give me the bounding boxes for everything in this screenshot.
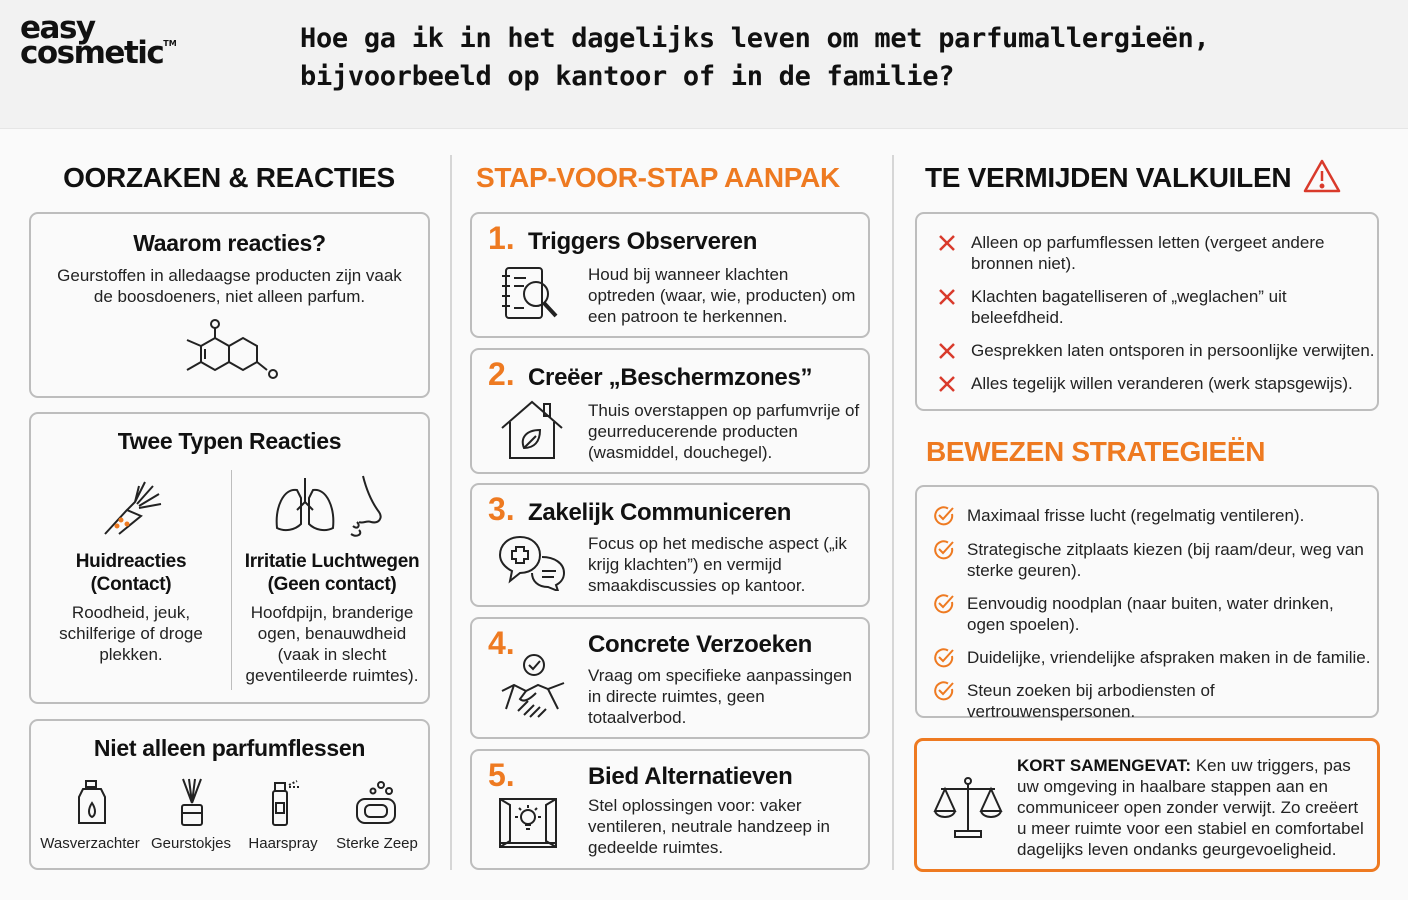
logo-tm: TM [163,39,177,49]
right-column-heading: TE VERMIJDEN VALKUILEN [925,162,1292,193]
summary-body: Ken uw triggers, pas uw omgeving in haalbare stappen aan en communiceer open zonder verwijt. Zo creëert u meer ruimte voor een stabiel en comfortabel dagelijks leven ondanks geurgevoeligheid. [1017,756,1364,859]
step-card [470,617,870,739]
nose-icon [349,472,393,538]
source-item-label: Wasverzachter [40,835,140,852]
window-bulb-icon [498,795,558,851]
source-item-label: Geurstokjes [150,835,232,852]
softener-bottle-icon [75,779,109,827]
medical-chat-icon [498,533,568,591]
why-reactions-card [29,212,430,398]
column-divider [450,155,452,870]
summary-label: KORT SAMENGEVAT: [1017,756,1192,775]
summary-card [914,738,1380,872]
step-number: 2. [488,356,515,392]
summary-text [1017,755,1372,860]
skin-reaction-title: Huidreacties (Contact) [75,551,187,595]
pitfall-text: Alles tegelijk willen veranderen (werk stapsgewijs). [971,374,1353,393]
cross-icon [937,287,957,312]
strategy-item [933,647,1373,668]
step-text: Stel oplossingen voor: vaker ventileren, neutrale handzeep in gedeelde ruimtes. [588,796,830,857]
house-leaf-icon [498,398,566,462]
logo [20,10,177,72]
step-title: Bied Alternatieven [588,763,793,790]
strategy-text: Eenvoudig noodplan (naar buiten, water drinken, ogen spoelen). [967,594,1334,634]
reaction-types-card [29,412,430,704]
strategy-item [933,593,1373,635]
pitfall-item [937,340,1377,361]
cross-icon [937,374,957,399]
source-item-label: Sterke Zeep [336,835,418,852]
arm-irritation-icon [101,472,167,538]
step-title: Zakelijk Communiceren [528,499,792,526]
step-text: Houd bij wanneer klachten optreden (waar, wie, producten) om een patroon te herkennen. [588,265,856,326]
strategy-item [933,680,1373,722]
airway-reaction-title: Irritatie Luchtwegen (Geen contact) [244,551,420,595]
scales-icon [933,775,1003,841]
pitfall-item [937,232,1377,274]
strategy-text: Maximaal frisse lucht (regelmatig ventileren). [967,506,1305,525]
airway-reaction-text: Hoofdpijn, branderige ogen, benauwdheid (vaak in slecht geventileerde ruimtes). [245,603,419,685]
hairspray-icon [267,777,301,827]
left-column-heading: OORZAKEN & REACTIES [63,162,395,193]
why-reactions-text: Geurstoffen in alledaagse producten zijn vaak de boosdoeners, niet alleen parfum. [57,266,402,306]
reaction-types-title: Twee Typen Reacties [117,428,342,454]
strategy-text: Steun zoeken bij arbodiensten of vertrouwenspersonen. [967,681,1215,721]
molecule-icon [179,316,289,386]
strategy-item [933,505,1373,526]
strategy-text: Strategische zitplaats kiezen (bij raam/deur, weg van sterke geuren). [967,540,1364,580]
column-divider [892,155,894,870]
check-circle-icon [933,539,955,566]
step-title: Creëer „Beschermzones” [528,364,813,391]
step-number: 1. [488,220,515,256]
reaction-types-divider [231,470,232,690]
step-number: 5. [488,757,515,793]
step-number: 4. [488,625,515,661]
logo-line2: cosmetic [20,35,164,72]
cross-icon [937,233,957,258]
why-reactions-title: Waarom reacties? [133,230,326,256]
source-item-label: Haarspray [248,835,318,852]
step-text: Thuis overstappen op parfumvrije of geurreducerende producten (wasmiddel, douchegel). [588,401,860,462]
skin-reaction-text: Roodheid, jeuk, schilferige of droge plekken. [59,603,203,664]
step-card [470,749,870,870]
strategies-heading: BEWEZEN STRATEGIEËN [926,436,1266,467]
handshake-check-icon [498,651,568,723]
cross-icon [937,341,957,366]
page-title: Hoe ga ik in het dagelijks leven om met parfumallergieën, bijvoorbeeld op kantoor of in de familie? [300,23,1210,92]
strategies-card [915,485,1379,721]
pitfall-text: Gesprekken laten ontsporen in persoonlijke verwijten. [971,341,1375,360]
strategy-item [933,539,1373,581]
notebook-magnifier-icon [498,262,568,326]
lungs-icon [271,472,339,538]
check-circle-icon [933,680,955,707]
logo-line1: easy [20,10,95,46]
step-text: Vraag om specifieke aanpassingen in directe ruimtes, geen totaalverbod. [588,666,852,727]
step-card [470,348,870,474]
reed-diffuser-icon [175,777,209,827]
pitfall-text: Alleen op parfumflessen letten (vergeet andere bronnen niet). [971,233,1325,273]
pitfall-item [937,373,1377,394]
step-number: 3. [488,491,515,527]
pitfall-item [937,286,1377,328]
soap-bar-icon [353,779,399,827]
warning-icon [1303,158,1341,194]
check-circle-icon [933,505,955,532]
check-circle-icon [933,647,955,674]
step-card [470,483,870,607]
check-circle-icon [933,593,955,620]
pitfall-text: Klachten bagatelliseren of „weglachen” uit beleefdheid. [971,287,1287,327]
step-text: Focus op het medische aspect („ik krijg klachten”) en vermijd smaakdiscussies op kantoor. [588,534,847,595]
step-title: Concrete Verzoeken [588,631,813,658]
sources-title: Niet alleen parfumflessen [93,735,366,761]
step-title: Triggers Observeren [528,228,758,255]
middle-column-heading: STAP-VOOR-STAP AANPAK [476,162,840,193]
strategy-text: Duidelijke, vriendelijke afspraken maken in de familie. [967,648,1371,667]
pitfalls-card [915,212,1379,411]
sources-card [29,719,430,870]
step-card [470,212,870,338]
